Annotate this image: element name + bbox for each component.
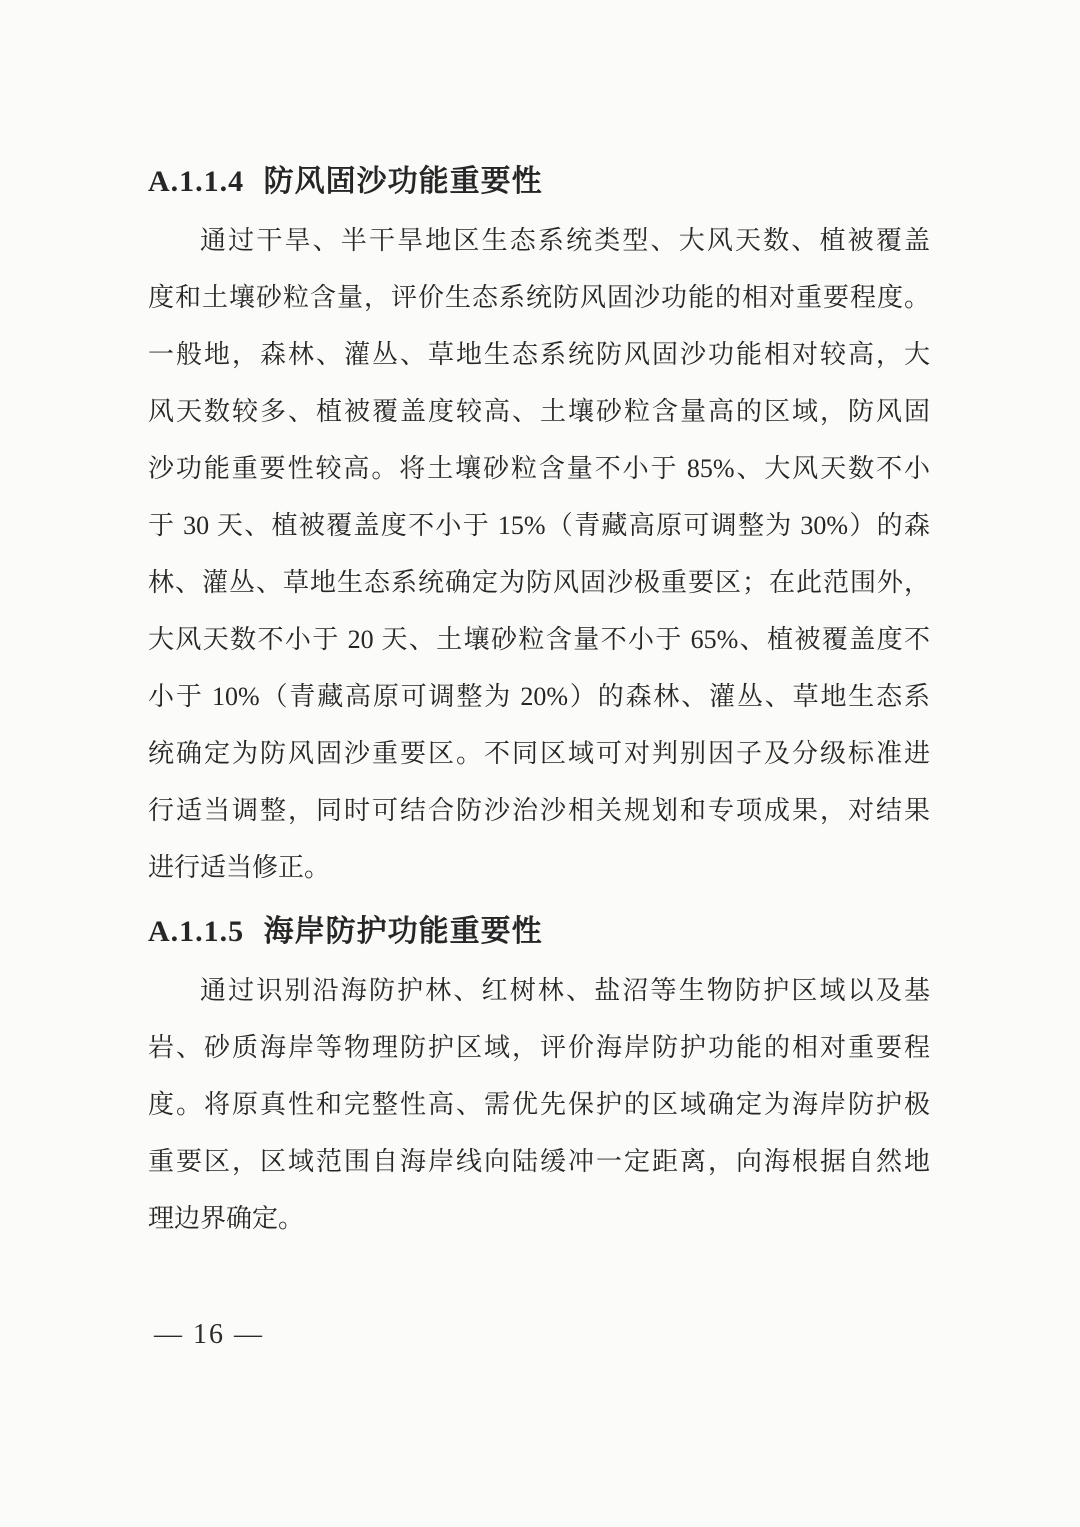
- text-line: 于 30 天、植被覆盖度不小于 15%（青藏高原可调整为 30%）的森: [148, 511, 930, 540]
- section-a-1-1-5-paragraph: [148, 962, 930, 1247]
- text-line: 大风天数不小于 20 天、土壤砂粒含量不小于 65%、植被覆盖度不: [148, 625, 930, 654]
- section-title: 防风固沙功能重要性: [263, 165, 543, 198]
- text-line: 通过干旱、半干旱地区生态系统类型、大风天数、植被覆盖: [200, 226, 930, 255]
- section-number: A.1.1.5: [148, 915, 245, 948]
- text-line: 理边界确定。: [148, 1204, 305, 1233]
- section-a-1-1-4-paragraph: [148, 212, 930, 896]
- text-line: 度和土壤砂粒含量，评价生态系统防风固沙功能的相对重要程度。: [148, 283, 930, 312]
- text-line: 度。将原真性和完整性高、需优先保护的区域确定为海岸防护极: [148, 1090, 930, 1119]
- text-line: 一般地，森林、灌丛、草地生态系统防风固沙功能相对较高，大: [148, 340, 930, 369]
- text-line: 统确定为防风固沙重要区。不同区域可对判别因子及分级标准进: [148, 739, 930, 768]
- text-line: 进行适当修正。: [148, 853, 331, 882]
- page-content: [148, 0, 930, 1355]
- text-line: 通过识别沿海防护林、红树林、盐沼等生物防护区域以及基: [200, 976, 930, 1005]
- text-line: 风天数较多、植被覆盖度较高、土壤砂粒含量高的区域，防风固: [148, 397, 930, 426]
- page-number: — 16 —: [154, 1319, 264, 1350]
- section-heading-a-1-1-4: [148, 162, 930, 202]
- text-line: 岩、砂质海岸等物理防护区域，评价海岸防护功能的相对重要程: [148, 1033, 930, 1062]
- text-line: 林、灌丛、草地生态系统确定为防风固沙极重要区；在此范围外，: [148, 568, 930, 597]
- section-heading-a-1-1-5: [148, 912, 930, 952]
- text-line: 小于 10%（青藏高原可调整为 20%）的森林、灌丛、草地生态系: [148, 682, 930, 711]
- section-number: A.1.1.4: [148, 165, 245, 198]
- section-title: 海岸防护功能重要性: [263, 915, 543, 948]
- text-line: 重要区，区域范围自海岸线向陆缓冲一定距离，向海根据自然地: [148, 1147, 930, 1176]
- page-footer: [148, 1315, 930, 1355]
- text-line: 沙功能重要性较高。将土壤砂粒含量不小于 85%、大风天数不小: [148, 454, 930, 483]
- text-line: 行适当调整，同时可结合防沙治沙相关规划和专项成果，对结果: [148, 796, 930, 825]
